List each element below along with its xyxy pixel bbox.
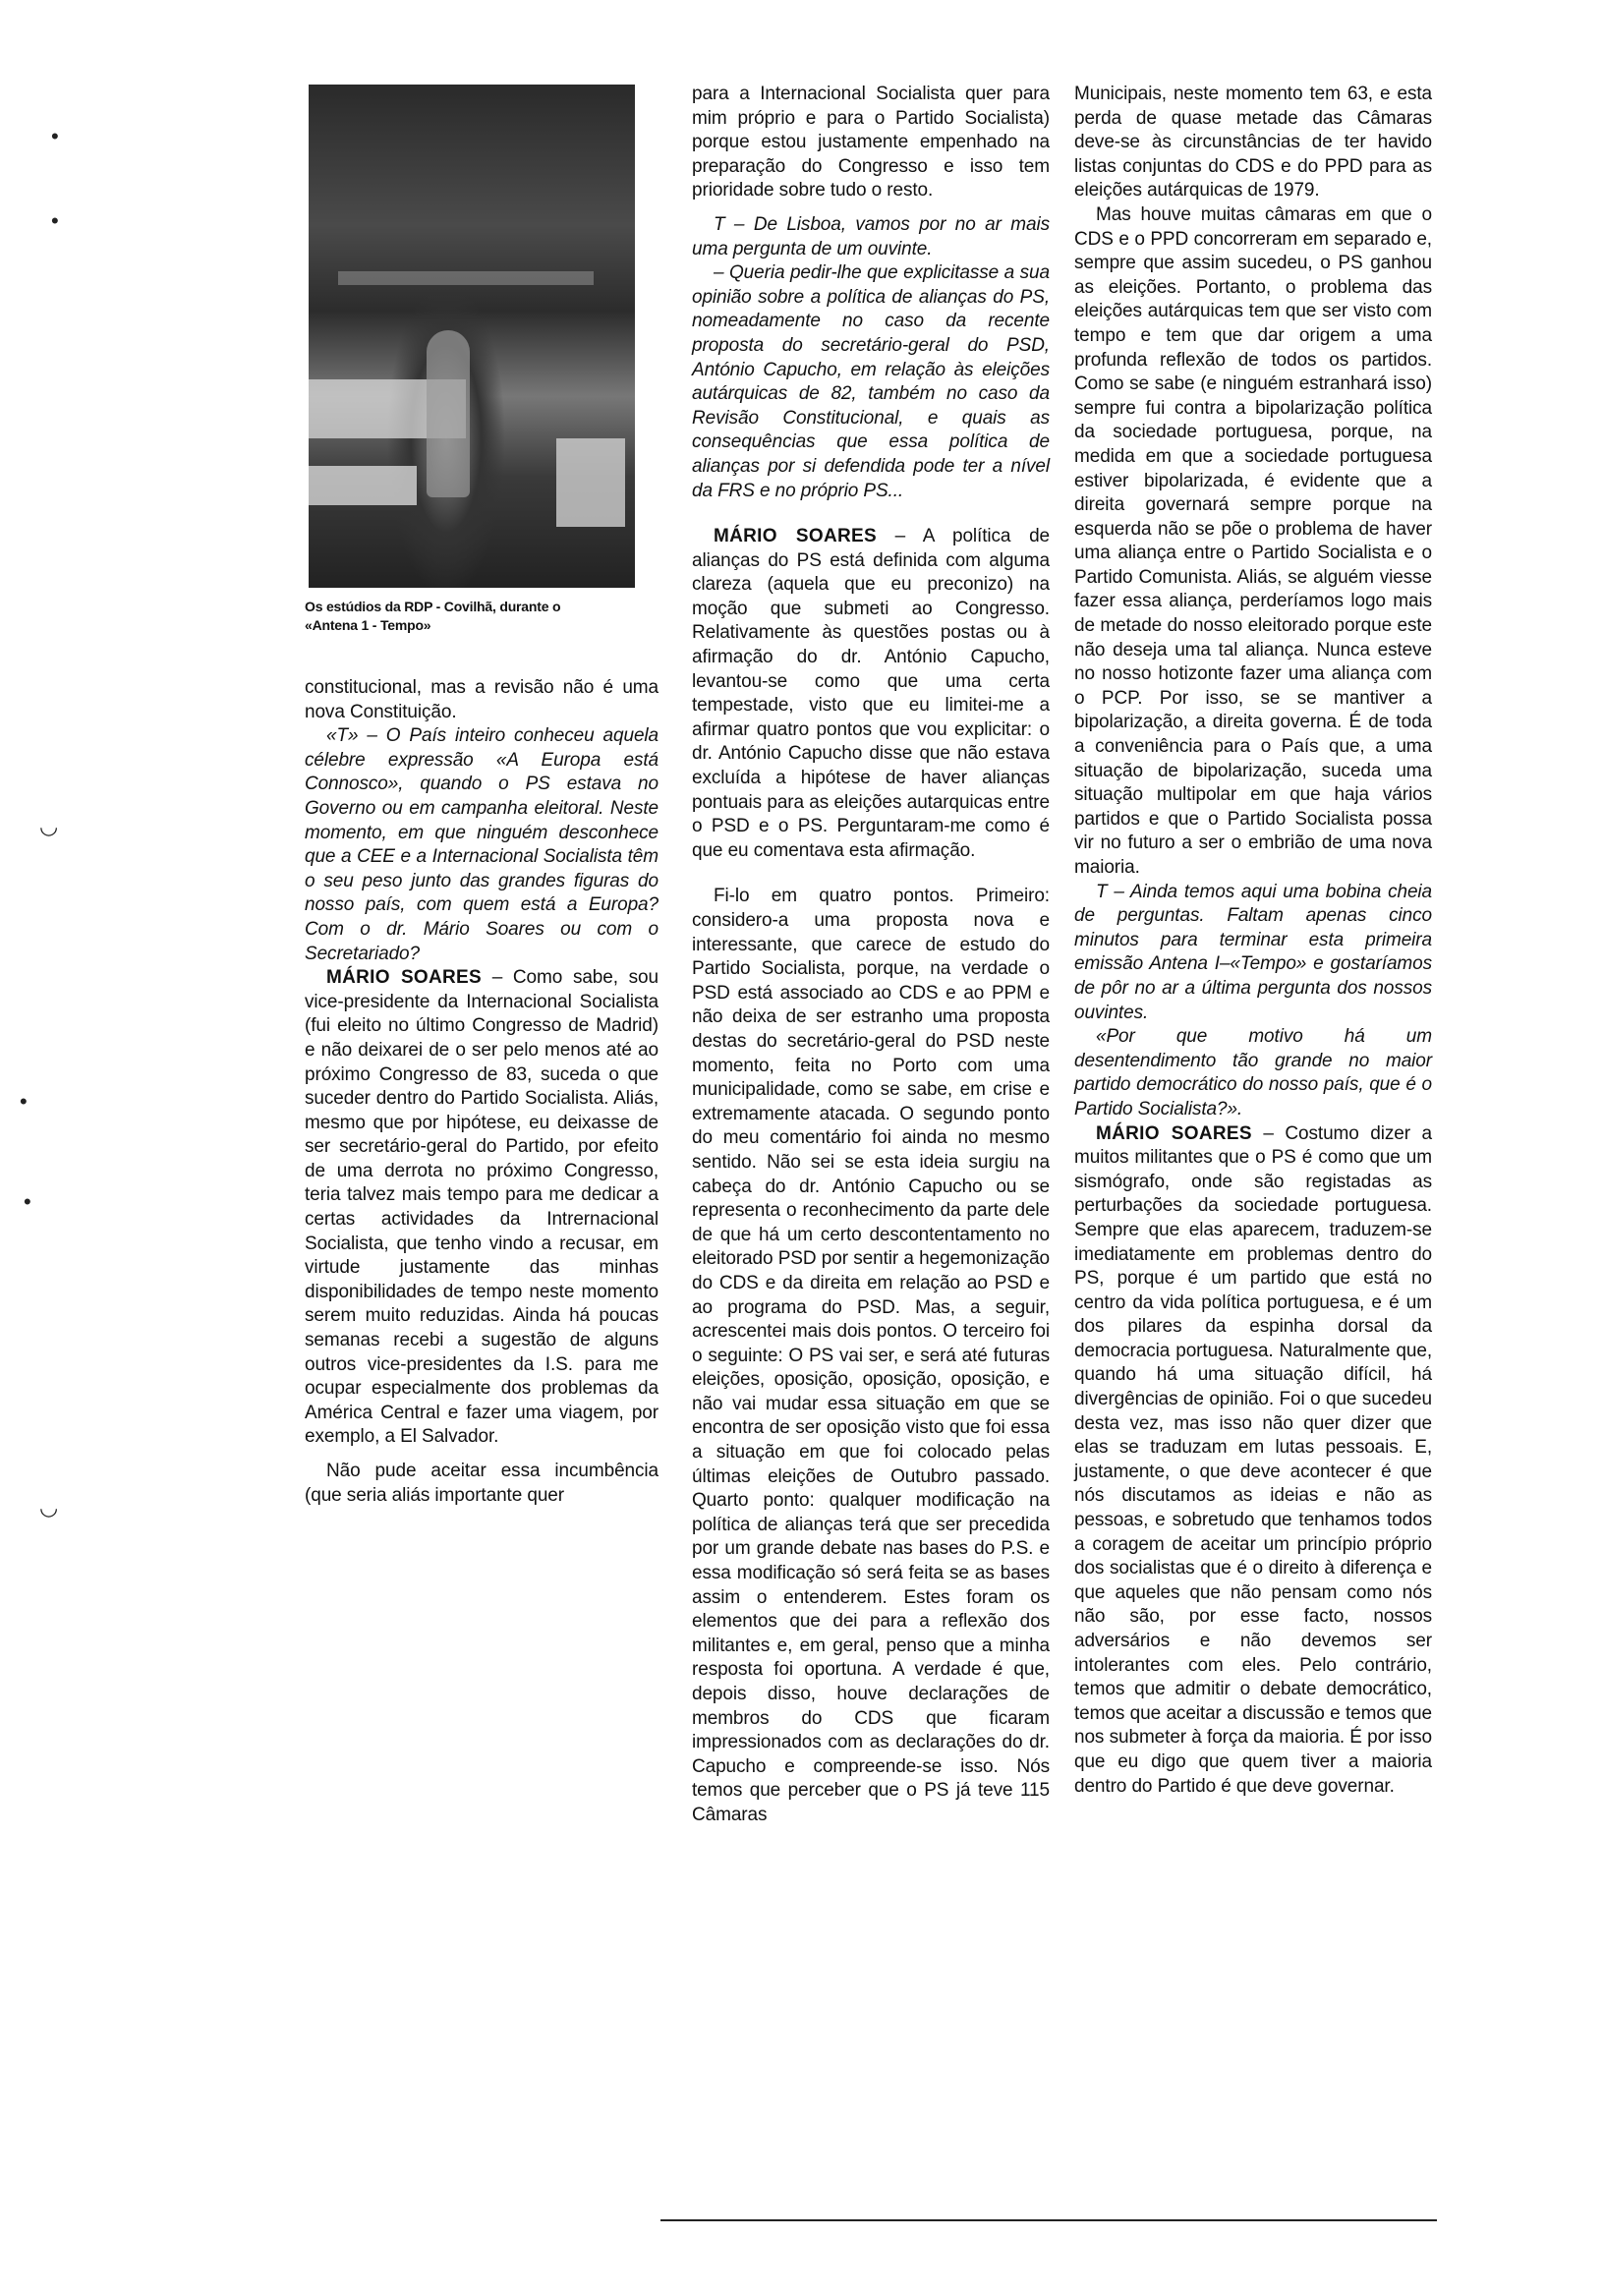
scan-mark: ◡ xyxy=(39,814,59,838)
paragraph: Não pude aceitar essa incumbência (que seria aliás importante quer xyxy=(305,1461,659,1506)
interviewer-question: T – De Lisboa, vamos por no ar mais uma pergunta de um ouvinte. xyxy=(692,213,1050,259)
answer-paragraph xyxy=(1074,1122,1432,1800)
answer-text: – Como sabe, sou vice-presidente da Internacional Socialista (fui eleito no último Congresso de Madrid) e não deixarei de o ser pelo menos até ao próximo Congresso de 83, suceda o que suceder dentro do Partido Socialista. Aliás, mesmo que por hipótese, eu deixasse de ser secretário-geral do Partido, por efeito de uma derrota no próximo Congresso, teria talvez mais tempo para me dedicar a certas actividades da Intrernacional Socialista, que tenho vindo a recusar, em virtude justamente das minhas disponibilidades de tempo neste momento serem muito reduzidas. Ainda há poucas semanas recebi a sugestão de alguns outros vice-presidentes da I.S. para me ocupar especialmente dos problemas da América Central e fazer uma viagem, por exemplo, a El Salvador. xyxy=(305,967,659,1448)
speaker-name: MÁRIO SOARES xyxy=(326,967,482,989)
interviewer-question: «T» – O País inteiro conheceu aquela célebre expressão «A Europa está Connosco», quando o PS estava no Governo ou em campanha eleitoral. Neste momento, em que ninguém desconhece que a CEE e a Internacional Socialista têm o seu peso junto das grandes figuras do nosso país, com quem está a Europa? Com o dr. Mário Soares ou com o Secretariado? xyxy=(305,725,659,964)
paragraph: Mas houve muitas câmaras em que o CDS e o PPD concorreram em separado e, sempre que assim sucedeu, o PS ganhou as eleições. Portanto, o problema das eleições autárquicas tem que ser visto com tempo e tem que dar origem a uma profunda reflexão de todos os partidos. Como se sabe (e ninguém estranhará isso) sempre fui contra a bipolarização política da sociedade portuguesa, porque, na medida em que a sociedade portuguesa estiver bipolarizada, é evidente que a direita governará sempre porque na esquerda não se põe o problema de haver uma aliança entre o Partido Socialista e o Partido Comunista. Aliás, se alguém viesse fazer essa aliança, perderíamos logo mais de metade do nosso eleitorado porque este não deseja uma tal aliança. Nunca esteve no nosso hotizonte fazer uma aliança com o PCP. Por isso, se se mantiver a bipolarização, a direita governa. É de toda a conveniência para o País que, a uma situação de bipolarização, suceda uma situação multipolar em que haja vários partidos e que o Partido Socialista possa vir no futuro a ser o embrião de uma nova maioria. xyxy=(1074,203,1432,878)
scan-mark: ◡ xyxy=(39,1495,59,1520)
answer-paragraph xyxy=(305,966,659,1450)
paragraph: constitucional, mas a revisão não é uma nova Constituição. xyxy=(305,677,659,722)
radio-studio-photo xyxy=(309,85,635,588)
text-column-2 xyxy=(692,83,1050,1828)
answer-text: – A política de alianças do PS está definida com alguma clareza (aquela que eu preconizo) na moção que submeti ao Congresso. Relativamente às questões postas ou à afirmação do dr. António Capucho, levantou-se como que uma certa tempestade, visto que eu limitei-me a afirmar quatro pontos que vou explicitar: o dr. António Capucho disse que não estava excluída a hipótese de haver alianças pontuais para as eleições autarquicas entre o PSD e o PS. Perguntaram-me como é que eu comentava esta afirmação. xyxy=(692,526,1050,861)
scan-mark: • xyxy=(24,1189,31,1214)
listener-question: – Queria pedir-lhe que explicitasse a sua opinião sobre a política de alianças do PS, nomeadamente no caso da recente proposta do secretário-geral do PSD, António Capucho, em relação às eleições autárquicas de 82, também no caso da Revisão Constitucional, e quais as consequências que essa política de alianças por si defendida pode ter a nível da FRS e no próprio PS... xyxy=(692,262,1050,501)
scan-mark: • xyxy=(51,124,59,148)
scan-mark: • xyxy=(51,208,59,233)
speaker-name: MÁRIO SOARES xyxy=(1096,1122,1252,1144)
answer-paragraph xyxy=(692,525,1050,863)
answer-text: – Costumo dizer a muitos militantes que o PS é como que um sismógrafo, onde são registadas as perturbações da sociedade portuguesa. Sempre que elas aparecem, traduzem-se imediatamente em problemas dentro do PS, porque é um partido que está no centro da vida política portuguesa, e é um dos pilares da espinha dorsal da democracia portuguesa. Naturalmente que, quando há uma situação difícil, há divergências de opinião. Foi o que sucedeu desta vez, mas isso não quer dizer que elas se traduzam em lutas pessoais. E, justamente, o que deve acontecer é que nós discutamos as ideias e não as pessoas, e sobretudo que tenhamos todos a coragem de aceitar um princípio próprio dos socialistas que é o direito à diferença e que aqueles que não pensam como nós não são, por esse facto, nossos adversários e não devemos ser intolerantes com eles. Pelo contrário, temos que admitir o debate democrático, temos que aceitar a discussão e temos que nos submeter à força da maioria. É por isso que eu digo que quem tiver a maioria dentro do Partido é que deve governar. xyxy=(1074,1122,1432,1797)
bottom-rule xyxy=(660,2219,1437,2221)
interviewer-question: T – Ainda temos aqui uma bobina cheia de perguntas. Faltam apenas cinco minutos para terminar esta primeira emissão Antena I–«Tempo» e gostaríamos de pôr no ar a última pergunta dos nossos ouvintes. xyxy=(1074,881,1432,1023)
paragraph: Fi-lo em quatro pontos. Primeiro: considero-a uma proposta nova e interessante, que carece de estudo do Partido Socialista, porque, na verdade o PSD está associado ao CDS e ao PPM e não deixa de ser estranho uma proposta destas do secretário-geral do PSD neste momento, feita no Porto com uma municipalidade, como se sabe, em crise e extremamente atacada. O segundo ponto do meu comentário foi ainda no mesmo sentido. Não sei se esta ideia surgiu na cabeça do dr. António Capucho ou se representa o reconhecimento da parte dele de que há um certo descontentamento no eleitorado PSD por sentir a hegemonização do CDS e da direita em relação ao PSD e ao programa do PSD. Mas, a seguir, acrescentei mais dois pontos. O terceiro foi o seguinte: O PS vai ser, e será até futuras eleições, oposição, oposição, oposição, e não vai mudar essa situação em que se encontra de ser oposição visto que foi essa a situação em que foi colocado pelas últimas eleições de Outubro passado. Quarto ponto: qualquer modificação na política de alianças terá que ser precedida por um grande debate nas bases do P.S. e essa modificação só será feita se as bases assim o entenderem. Estes foram os elementos que dei para a reflexão dos militantes e, em geral, penso que a minha resposta foi oportuna. A verdade é que, depois disso, houve declarações de membros do CDS que ficaram impressionados com as declarações do dr. Capucho e compreende-se isso. Nós temos que perceber que o PS já teve 115 Câmaras xyxy=(692,886,1050,1825)
photo-caption xyxy=(305,598,649,635)
scan-mark: • xyxy=(20,1089,28,1114)
text-column-3 xyxy=(1074,83,1432,1799)
text-column-1 xyxy=(305,676,659,1508)
listener-question: «Por que motivo há um desentendimento tão grande no maior partido democrático do nosso país, que é o Partido Socialista?». xyxy=(1074,1026,1432,1119)
photo-caption-line: Os estúdios da RDP - Covilhã, durante o xyxy=(305,599,561,614)
speaker-name: MÁRIO SOARES xyxy=(714,526,877,547)
photo-caption-line: «Antena 1 - Tempo» xyxy=(305,617,431,633)
paragraph: Municipais, neste momento tem 63, e esta perda de quase metade das Câmaras deve-se às circunstâncias de ter havido listas conjuntas do CDS e do PPD para as eleições autárquicas de 1979. xyxy=(1074,84,1432,201)
paragraph: para a Internacional Socialista quer para mim próprio e para o Partido Socialista) porque estou justamente empenhado na preparação do Congresso e isso tem prioridade sobre tudo o resto. xyxy=(692,84,1050,201)
